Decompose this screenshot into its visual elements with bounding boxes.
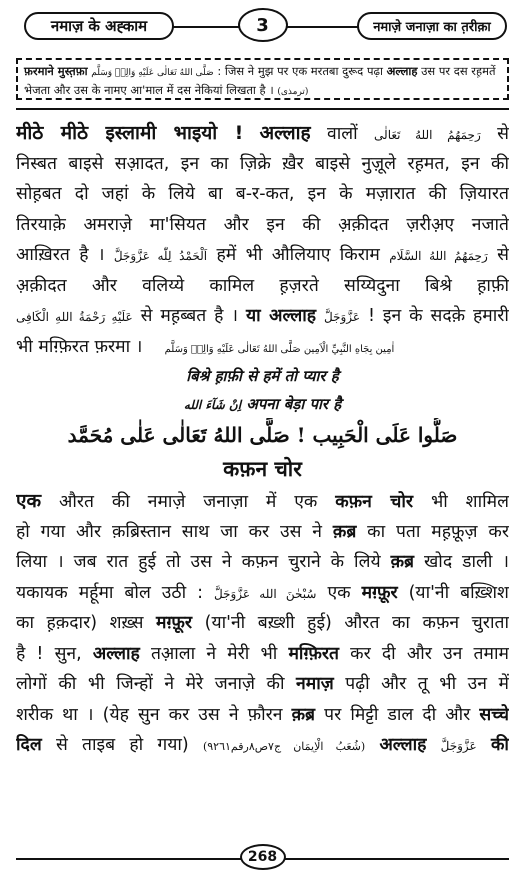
text-phrase: एक	[16, 490, 42, 512]
text-line	[16, 517, 509, 548]
text-line	[16, 639, 509, 670]
text-line	[16, 547, 509, 578]
main-text	[16, 118, 509, 761]
text-phrase: से	[497, 124, 509, 144]
text-line: निस्बत बाइसे सआ़दत, इन का ज़िक्रे ख़ैर बाइसे नुज़ूले रह़मत, इन की	[16, 153, 509, 174]
text-phrase: हो गया और क़ब्रिस्तान साथ जा कर उस ने	[16, 521, 323, 542]
text-phrase: (या'नी बख़्शिश	[408, 582, 509, 603]
text-phrase: हमें भी औलियाए किराम	[216, 245, 380, 265]
text-phrase: कफ़न चोर	[335, 492, 414, 512]
chapter-page-number: 3	[238, 8, 288, 42]
text-phrase: से	[497, 245, 509, 265]
text-phrase: ! इन के सदक़े हमारी	[367, 306, 509, 326]
text-phrase: मग़्फ़ूर	[361, 582, 398, 603]
text-phrase: भी शामिल	[430, 492, 509, 512]
divider	[16, 108, 509, 110]
text-phrase: क़ब्र	[291, 704, 316, 725]
arabic-phrase: سُبْحٰنَ الله عَزَّوَجَلَّ	[213, 586, 317, 601]
verse-line-1: बिश्रे ह़ाफ़ी से हमें तो प्यार है	[186, 367, 339, 385]
text-phrase: यकायक मर्हूमा बोल उठी :	[16, 582, 203, 603]
text-line	[16, 669, 509, 700]
page-header	[14, 8, 511, 48]
text-phrase: कर दी और उन तमाम	[350, 643, 509, 664]
text-phrase: दिल	[16, 735, 42, 755]
text-phrase: मग़्फ़िरत	[288, 643, 340, 664]
text-line	[16, 301, 509, 332]
text-phrase: आख़िरत है ।	[16, 245, 105, 265]
arabic-phrase: اَلْحَمْدُ لِلّٰه عَزَّوَجَلَّ	[113, 249, 208, 263]
text-phrase: खोद डाली ।	[423, 552, 509, 572]
text-line	[16, 730, 509, 761]
text-line	[16, 118, 509, 149]
text-line	[16, 608, 509, 639]
farman-box	[16, 58, 509, 100]
text-line	[16, 700, 509, 731]
text-phrase: है ! सुन,	[16, 643, 82, 664]
text-phrase: वालों	[327, 124, 358, 144]
text-phrase: या अल्लाह	[245, 306, 317, 326]
text-phrase: एक	[327, 582, 351, 603]
text-phrase: से मह़ब्बत है ।	[140, 306, 239, 326]
text-phrase: अल्लाह	[92, 643, 140, 664]
page-footer	[0, 844, 525, 874]
text-line	[16, 240, 509, 271]
text-line	[16, 578, 509, 609]
text-phrase: पर मिट्टी डाल दी और	[324, 704, 471, 725]
farman-source: (ترمذی)	[277, 87, 309, 97]
text-phrase: नमाज़	[296, 674, 334, 694]
text-line	[16, 486, 509, 517]
text-phrase: क़ब्र	[390, 552, 415, 572]
farman-arabic: صَلَّى اللهُ تَعَالٰى عَلَيْهِ وَالِهٖ وَسَلَّم	[91, 68, 214, 78]
salat-line: صَلُّوا عَلَى الْحَبِيب ! صَلَّى اللهُ تَعَالٰى عَلٰى مُحَمَّد	[67, 423, 458, 447]
text-phrase: भी मग़्फ़िरत फ़रमा ।	[16, 336, 143, 357]
text-phrase: मग़्फ़ूर	[156, 613, 193, 633]
arabic-phrase: اٰمِين بِجَاهِ النَّبِيِّ الْاَمِين صَلَّى اللهُ تَعَالٰى عَلَيْهِ وَالِهٖ وَسَلَّم	[164, 343, 395, 355]
text-line: तिरयाक़े अमराज़े मा'सियत और इन की अ़क़ीदत ज़रीअ़ए नजाते	[16, 214, 509, 235]
text-phrase: पढ़ी और तू भी उन में	[345, 674, 509, 694]
arabic-phrase: عَزَّوَجَلَّ	[323, 310, 361, 324]
farman-label: फ़रमाने मुस्त़फ़ा	[24, 64, 88, 78]
arabic-phrase: عَلَيْهِ رَحْمَةُ اللهِ الْكَافِى	[16, 310, 133, 324]
arabic-phrase: اِنْ شَآءَ الله	[183, 398, 242, 412]
section-heading: कफ़न चोर	[223, 457, 302, 481]
chapter-title: नमाज़े जनाज़ा का त़रीक़ा	[357, 12, 507, 40]
arabic-phrase: رَحِمَهُمُ اللهُ السَّلَام	[389, 249, 488, 263]
text-phrase: सच्चे	[479, 704, 509, 725]
allah-word: अल्लाह	[259, 122, 311, 144]
text-phrase: से ताइब हो गया)	[55, 735, 189, 755]
page-number: 268	[240, 844, 286, 870]
text-phrase: लोगों की भी जिन्हों ने मेरे जनाज़े की	[16, 674, 285, 694]
text-phrase: शरीक था । (येह सुन कर उस ने फ़ौरन	[16, 704, 283, 725]
farman-line2: भेजता और उस के नामए आ'माल में दस नेकियां लिखता है ।	[24, 83, 274, 97]
text-phrase: मीठे मीठे इस्लामी भाइयो !	[16, 122, 244, 144]
farman-text2: उस पर दस रह़मतें	[421, 64, 496, 78]
text-phrase: क़ब्र	[332, 521, 357, 542]
text-line: सोह़बत दो जहां के लिये बा ब-र-कत, इन के मज़ारात की ज़ियारत	[16, 184, 509, 204]
text-line	[16, 332, 509, 363]
book-title: नमाज़ के अह्काम	[24, 12, 174, 40]
text-phrase: का पता मह़फ़ूज़ कर	[367, 521, 509, 542]
allah-word: अल्लाह	[379, 735, 427, 755]
text-phrase: की	[490, 735, 509, 755]
text-phrase: तआ़ला ने मेरी भी	[150, 643, 278, 664]
citation: (شُعَبُ الْاِيمَان ج٧ص٨رقم٩٢٦١)	[202, 740, 366, 753]
farman-text1: : जिस ने मुझ पर एक मरतबा दुरूद पढ़ा	[217, 64, 383, 78]
text-phrase: अपना बेड़ा पार है	[246, 395, 342, 413]
farman-allah: अल्लाह	[386, 64, 418, 78]
arabic-phrase: رَحِمَهُمُ اللهُ تَعَالٰی	[374, 128, 481, 142]
text-phrase: (या'नी बख़्शी हुई) औरत का कफ़न चुराता	[204, 613, 509, 633]
text-phrase: औरत की नमाज़े जनाज़ा में एक	[58, 492, 318, 512]
verse-line-2	[16, 390, 509, 418]
arabic-phrase: عَزَّوَجَلَّ	[440, 739, 477, 753]
text-phrase: का ह़क़दार) शख़्स	[16, 613, 144, 633]
text-phrase: लिया । जब रात हुई तो उस ने कफ़न चुराने के लिये	[16, 552, 381, 572]
text-line: अ़क़ीदत और वलिय्ये कामिल ह़ज़रते सय्यिदुना बिश्रे ह़ाफ़ी	[16, 275, 509, 296]
